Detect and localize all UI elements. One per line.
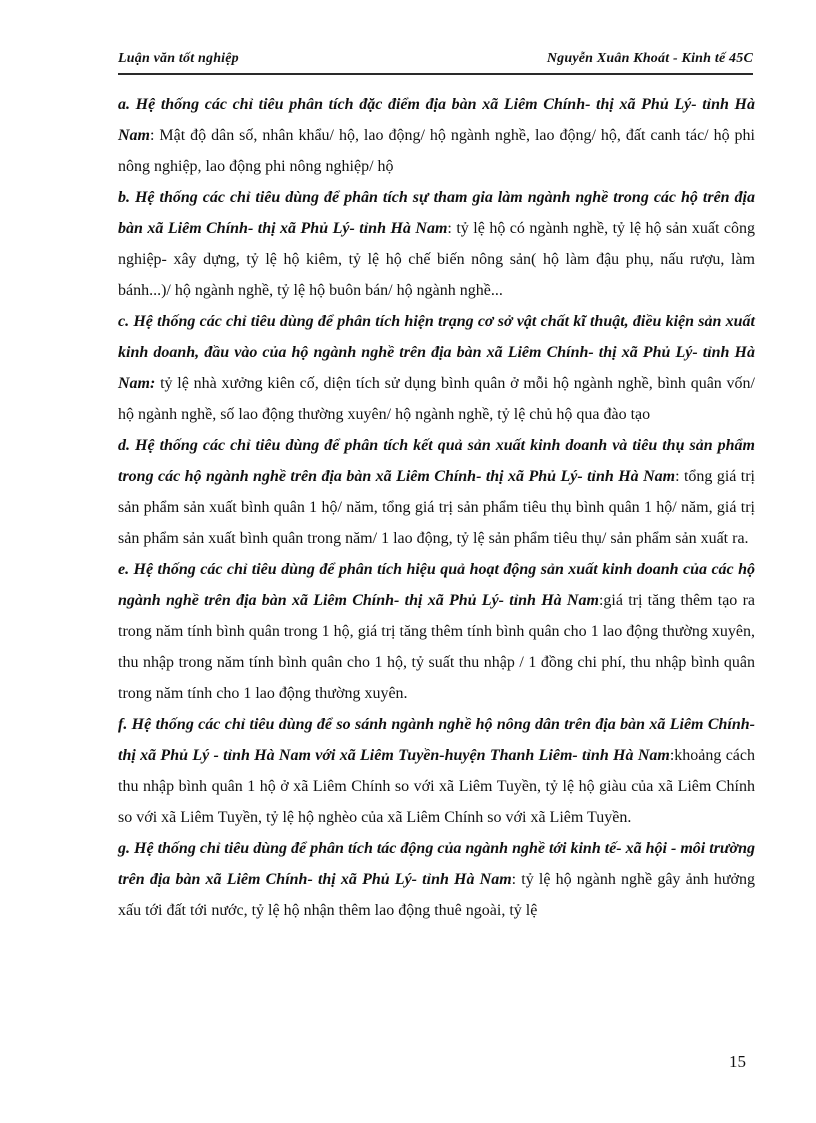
paragraph-b-heading: b. Hệ thống các chỉ tiêu dùng để phân tích sự tham gia làm ngành nghề trong các hộ trên địa bàn xã Liêm Chính- thị xã Phủ Lý- tỉnh Hà Nam — [118, 189, 755, 237]
paragraph-f-heading: f. Hệ thống các chỉ tiêu dùng để so sánh ngành nghề hộ nông dân trên địa bàn xã Liêm Chính- thị xã Phủ Lý - tỉnh Hà Nam với xã Liêm Tuyền-huyện Thanh Liêm- tỉnh Hà Nam — [118, 716, 755, 764]
paragraph-a-text: : Mật độ dân số, nhân khẩu/ hộ, lao động/ hộ ngành nghề, lao động/ hộ, đất canh tác/ hộ phi nông nghiệp, lao động phi nông nghiệp/ hộ — [118, 127, 755, 175]
paragraph-d-text: : tổng giá trị sản phẩm sản xuất bình quân 1 hộ/ năm, tổng giá trị sản phẩm tiêu thụ bình quân 1 hộ/ năm, giá trị sản phẩm sản xuất bình quân trong năm/ 1 lao động, tỷ lệ sản phẩm tiêu thụ/ sản phẩm sản xuất ra. — [118, 468, 756, 547]
paragraph-c-text: tỷ lệ nhà xưởng kiên cố, diện tích sử dụng bình quân ở mỗi hộ ngành nghề, bình quân vốn/ hộ ngành nghề, số lao động thường xuyên/ hộ ngành nghề, tỷ lệ chủ hộ qua đào tạo — [118, 375, 755, 423]
header-divider — [118, 73, 753, 75]
paragraph-f-text: :khoảng cách thu nhập bình quân 1 hộ ở xã Liêm Chính so với xã Liêm Tuyền, tỷ lệ hộ giàu của xã Liêm Chính so với xã Liêm Tuyền, tỷ lệ hộ nghèo của xã Liêm Chính so với xã Liêm Tuyền. — [118, 747, 755, 826]
header-thesis-label: Luận văn tốt nghiệp — [118, 51, 239, 66]
paragraph-g-heading: g. Hệ thống chỉ tiêu dùng để phân tích tác động của ngành nghề tới kinh tế- xã hội - môi trường trên địa bàn xã Liêm Chính- thị xã Phủ Lý- tỉnh Hà Nam — [118, 840, 755, 888]
paragraph-c-heading: c. Hệ thống các chỉ tiêu dùng để phân tích hiện trạng cơ sở vật chất kĩ thuật, điều kiện sản xuất kinh doanh, đầu vào của hộ ngành nghề trên địa bàn xã Liêm Chính- thị xã Phủ Lý- tỉnh Hà Nam: — [118, 313, 755, 392]
paragraph-b-text: : tỷ lệ hộ có ngành nghề, tỷ lệ hộ sản xuất công nghiệp- xây dựng, tỷ lệ hộ kiêm, tỷ lệ hộ chế biến nông sản( hộ làm đậu phụ, nấu rượu, làm bánh...)/ hộ ngành nghề, tỷ lệ hộ buôn bán/ hộ ngành nghề... — [118, 220, 755, 299]
paragraph-d — [118, 430, 755, 554]
page-header — [118, 51, 753, 73]
paragraph-e-text: :giá trị tăng thêm tạo ra trong năm tính bình quân trong 1 hộ, giá trị tăng thêm tính bình quân cho 1 lao động thường xuyên, thu nhập trong năm tính bình quân cho 1 hộ, tỷ suất thu nhập / 1 đồng chi phí, thu nhập bình quân trong năm tính cho 1 lao động thường xuyên. — [118, 592, 755, 702]
paragraph-e — [118, 554, 755, 709]
paragraph-g-text: : tỷ lệ hộ ngành nghề gây ảnh hưởng xấu tới đất tới nước, tỷ lệ hộ nhận thêm lao động thuê ngoài, tỷ lệ — [118, 871, 755, 919]
paragraph-e-heading: e. Hệ thống các chỉ tiêu dùng để phân tích hiệu quả hoạt động sản xuất kinh doanh của các hộ ngành nghề trên địa bàn xã Liêm Chính- thị xã Phủ Lý- tỉnh Hà Nam — [118, 561, 755, 609]
header-author-label: Nguyễn Xuân Khoát - Kinh tế 45C — [546, 51, 753, 66]
paragraph-c — [118, 306, 755, 430]
paragraph-b — [118, 182, 755, 306]
paragraph-a-heading: a. Hệ thống các chỉ tiêu phân tích đặc điểm địa bàn xã Liêm Chính- thị xã Phủ Lý- tỉnh Hà Nam — [118, 96, 755, 144]
paragraph-d-heading: d. Hệ thống các chỉ tiêu dùng để phân tích kết quả sản xuất kinh doanh và tiêu thụ sản phẩm trong các hộ ngành nghề trên địa bàn xã Liêm Chính- thị xã Phủ Lý- tỉnh Hà Nam — [118, 437, 755, 485]
paragraph-g — [118, 833, 755, 926]
page-number: 15 — [729, 1052, 746, 1071]
paragraph-f — [118, 709, 755, 833]
paragraph-a — [118, 89, 755, 182]
body-text — [118, 89, 755, 926]
